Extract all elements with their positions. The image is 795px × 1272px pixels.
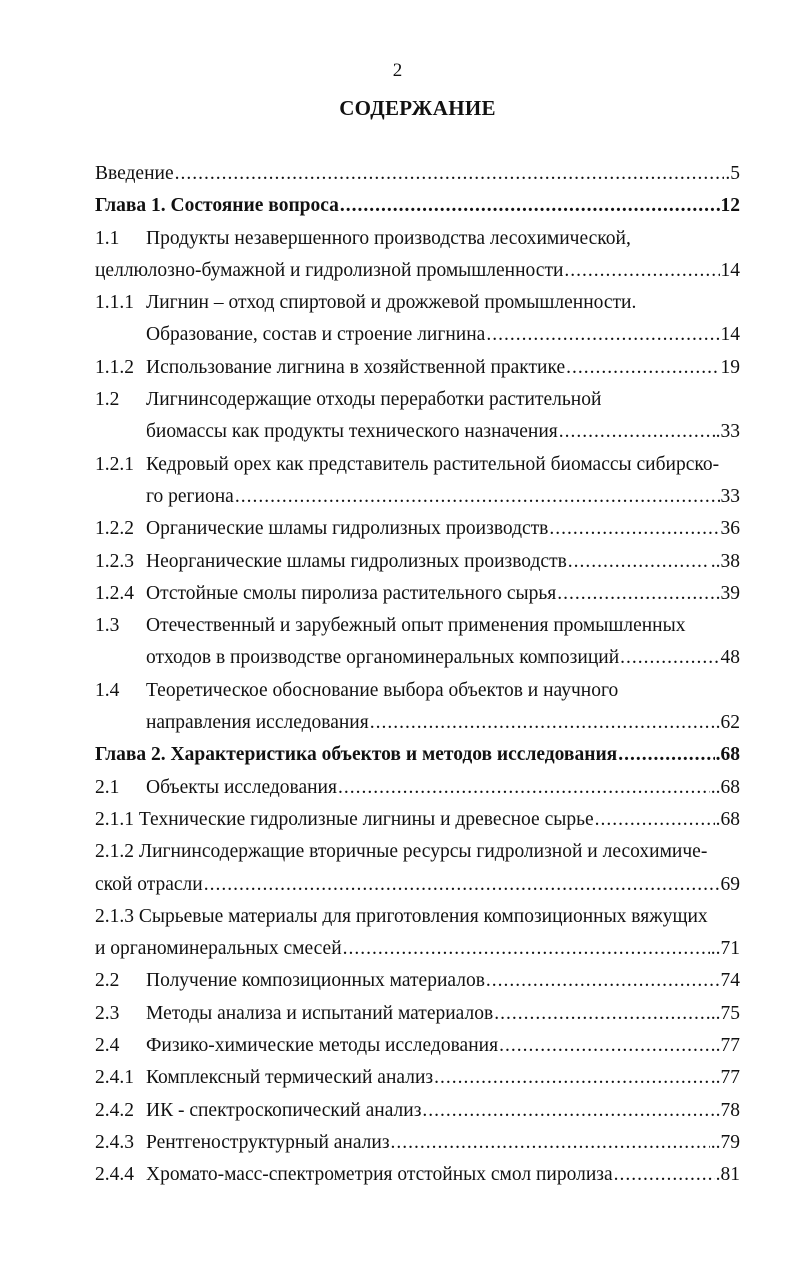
toc-entry-2-4-4[interactable] <box>95 1159 740 1191</box>
toc-page-number: 14 <box>720 324 740 346</box>
toc-page-number: 14 <box>720 259 740 281</box>
toc-entry-text: Физико-химические методы исследования <box>146 1035 499 1057</box>
toc-section-number: 1.4 <box>95 679 120 701</box>
toc-entry-2-1-3[interactable] <box>95 901 740 933</box>
toc-entry-text: 2.1.3 Сырьевые материалы для приготовления композиционных вяжущих <box>95 905 708 927</box>
toc-page-number: 19 <box>720 356 740 378</box>
toc-entry-text: биомассы как продукты технического назначения <box>146 421 558 443</box>
toc-entry-1-1[interactable] <box>95 223 740 255</box>
toc-section-number: 1.2.4 <box>95 582 134 604</box>
toc-entry-2-2[interactable] <box>95 965 740 997</box>
toc-page-number: 74 <box>720 970 740 992</box>
toc-page-number: ..38 <box>710 550 740 572</box>
toc-entry-text: Теоретическое обоснование выбора объектов и научного <box>146 679 619 701</box>
toc-entry-text: Отстойные смолы пиролиза растительного сырья <box>146 582 557 604</box>
toc-entry-1-4-cont[interactable] <box>95 707 740 739</box>
toc-entry-2-1[interactable] <box>95 772 740 804</box>
toc-entry-2-4[interactable] <box>95 1030 740 1062</box>
toc-entry-2-1-3-cont[interactable] <box>95 933 740 965</box>
leader-dots <box>235 481 720 513</box>
toc-section-number: 1.2 <box>95 389 120 411</box>
leader-dots <box>559 416 715 448</box>
toc-entry-2-4-2[interactable] <box>95 1095 740 1127</box>
leader-dots <box>340 190 720 222</box>
toc-entry-1-2-3[interactable] <box>95 546 740 578</box>
leader-dots <box>494 998 710 1030</box>
toc-entry-text: Получение композиционных материалов <box>146 970 485 992</box>
toc-entry-intro[interactable] <box>95 158 740 190</box>
toc-page-number: .77 <box>715 1035 740 1057</box>
leader-dots <box>557 578 714 610</box>
toc-entry-1-3[interactable] <box>95 610 740 642</box>
toc-entry-1-1-1[interactable] <box>95 287 740 319</box>
toc-page-number: 48 <box>720 647 740 669</box>
toc-entry-2-4-1[interactable] <box>95 1062 740 1094</box>
toc-entry-1-2-4[interactable] <box>95 578 740 610</box>
toc-page-number: .39 <box>715 582 740 604</box>
toc-entry-text: Использование лигнина в хозяйственной практике <box>146 356 566 378</box>
toc-section-number: 1.1.2 <box>95 356 134 378</box>
toc-section-number: 1.2.1 <box>95 453 134 475</box>
toc-entry-1-2[interactable] <box>95 384 740 416</box>
toc-entry-2-1-2[interactable] <box>95 836 740 868</box>
leader-dots <box>370 707 715 739</box>
leader-dots <box>614 1159 715 1191</box>
toc-page-number: .68 <box>715 808 740 830</box>
toc-entry-text: Глава 1. Состояние вопроса <box>95 195 339 217</box>
toc-entry-text: Введение <box>95 163 174 184</box>
toc-entry-1-2-cont[interactable] <box>95 416 740 448</box>
toc-entry-text: Неорганические шламы гидролизных производств <box>146 550 567 572</box>
leader-dots <box>595 804 715 836</box>
toc-entry-2-1-1[interactable] <box>95 804 740 836</box>
toc-entry-text: го региона <box>146 485 234 507</box>
toc-entry-chapter-2[interactable] <box>95 739 740 771</box>
page-title: СОДЕРЖАНИЕ <box>339 96 496 120</box>
toc-entry-text: Образование, состав и строение лигнина <box>146 324 486 346</box>
leader-dots <box>343 933 710 965</box>
toc-page-number: .78 <box>715 1099 740 1121</box>
toc-page-number: .68 <box>715 744 740 766</box>
toc-entry-text: 2.1.2 Лигнинсодержащие вторичные ресурсы гидролизной и лесохимиче- <box>95 841 708 863</box>
toc-section-number: 2.1 <box>95 776 120 798</box>
toc-entry-2-1-2-cont[interactable] <box>95 869 740 901</box>
toc-entry-text: Рентгеноструктурный анализ <box>146 1131 390 1153</box>
toc-section-number: 1.2.3 <box>95 550 134 572</box>
leader-dots <box>434 1062 710 1094</box>
toc-entry-chapter-1[interactable] <box>95 190 740 222</box>
toc-section-number: 1.2.2 <box>95 518 134 540</box>
leader-dots <box>564 255 719 287</box>
toc-page-number: 12 <box>720 195 740 217</box>
table-of-contents <box>95 158 740 1192</box>
toc-page-number: ..75 <box>710 1002 740 1024</box>
leader-dots <box>422 1095 714 1127</box>
toc-page-number: .5 <box>725 163 740 184</box>
toc-entry-text: Хромато-масс-спектрометрия отстойных смол пиролиза <box>146 1164 613 1186</box>
toc-entry-1-1-cont[interactable] <box>95 255 740 287</box>
leader-dots <box>499 1030 715 1062</box>
page-number: 2 <box>392 60 403 81</box>
toc-entry-text: ИК - спектроскопический анализ <box>146 1099 422 1121</box>
toc-entry-1-2-1[interactable] <box>95 449 740 481</box>
toc-section-number: 1.1.1 <box>95 292 134 314</box>
toc-section-number: 2.4 <box>95 1035 120 1057</box>
leader-dots <box>620 642 719 674</box>
leader-dots <box>549 513 719 545</box>
toc-entry-text: Кедровый орех как представитель растительной биомассы сибирско- <box>146 453 720 475</box>
toc-entry-2-3[interactable] <box>95 998 740 1030</box>
toc-entry-text: Лигнинсодержащие отходы переработки растительной <box>146 389 602 411</box>
toc-page-number: ..68 <box>710 776 740 798</box>
leader-dots <box>338 772 710 804</box>
leader-dots <box>486 319 719 351</box>
toc-page-number: ..71 <box>710 938 740 960</box>
leader-dots <box>175 158 725 190</box>
toc-entry-text: Продукты незавершенного производства лесохимической, <box>146 227 631 249</box>
toc-entry-text: целлюлозно-бумажной и гидролизной промышленности <box>95 259 564 281</box>
toc-section-number: 1.1 <box>95 227 120 249</box>
toc-page-number: ..77 <box>710 1067 740 1089</box>
toc-section-number: 1.3 <box>95 615 120 637</box>
toc-entry-2-4-3[interactable] <box>95 1127 740 1159</box>
toc-entry-text: Глава 2. Характеристика объектов и методов исследования <box>95 744 618 766</box>
toc-section-number: 2.2 <box>95 970 120 992</box>
toc-page-number: ..79 <box>710 1131 740 1153</box>
toc-page-number: 33 <box>720 485 740 507</box>
toc-entry-text: отходов в производстве органоминеральных композиций <box>146 647 620 669</box>
toc-entry-text: Отечественный и зарубежный опыт применения промышленных <box>146 615 686 637</box>
toc-page-number: 69 <box>720 873 740 895</box>
toc-page-number: .62 <box>715 712 740 734</box>
toc-section-number: 2.4.1 <box>95 1067 134 1089</box>
toc-section-number: 2.4.4 <box>95 1164 134 1186</box>
toc-section-number: 2.4.3 <box>95 1131 134 1153</box>
toc-entry-1-4[interactable] <box>95 675 740 707</box>
leader-dots <box>391 1127 710 1159</box>
leader-dots <box>566 352 719 384</box>
toc-entry-text: Лигнин – отход спиртовой и дрожжевой промышленности. <box>146 292 637 314</box>
toc-entry-text: Комплексный термический анализ <box>146 1067 434 1089</box>
toc-entry-text: Органические шламы гидролизных производств <box>146 518 549 540</box>
toc-entry-1-1-2[interactable] <box>95 352 740 384</box>
toc-entry-1-2-1-cont[interactable] <box>95 481 740 513</box>
toc-page-number: .81 <box>715 1164 740 1186</box>
toc-entry-text: и органоминеральных смесей <box>95 938 342 960</box>
toc-entry-text: ской отрасли <box>95 873 203 895</box>
toc-entry-1-3-cont[interactable] <box>95 642 740 674</box>
toc-entry-text: направления исследования <box>146 712 369 734</box>
leader-dots <box>618 739 714 771</box>
leader-dots <box>568 546 710 578</box>
leader-dots <box>486 965 720 997</box>
toc-section-number: 2.3 <box>95 1002 120 1024</box>
leader-dots <box>204 869 720 901</box>
toc-entry-text: Объекты исследования <box>146 776 337 798</box>
toc-entry-text: 2.1.1 Технические гидролизные лигнины и древесное сырье <box>95 808 594 830</box>
toc-section-number: 2.4.2 <box>95 1099 134 1121</box>
toc-entry-1-2-2[interactable] <box>95 513 740 545</box>
toc-entry-text: Методы анализа и испытаний материалов <box>146 1002 494 1024</box>
toc-page-number: 36 <box>720 518 740 540</box>
toc-page-number: .33 <box>715 421 740 443</box>
toc-entry-1-1-1-cont[interactable] <box>95 319 740 351</box>
